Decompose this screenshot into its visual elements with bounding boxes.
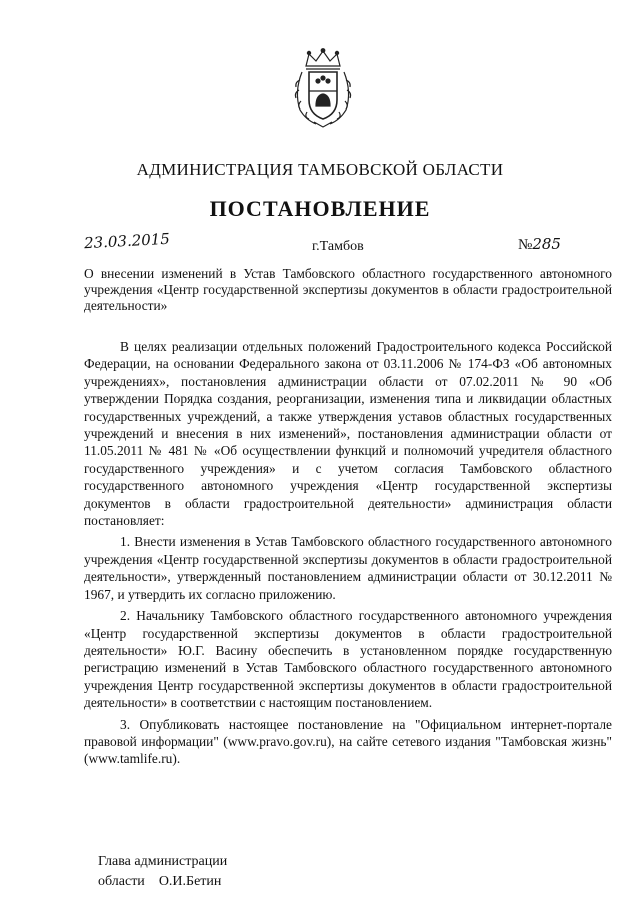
document-number-prefix: №: [518, 237, 533, 253]
item-3-paragraph: 3. Опубликовать настоящее постановление на "Официальном интернет-портале правовой информации" (www.pravo.gov.ru), на сайте сетевого издания "Тамбовская жизнь" (www.tamlife.ru).: [84, 716, 612, 767]
tambov-coat-of-arms-icon: [292, 48, 354, 128]
signature-block: [98, 852, 227, 892]
signature-position: Глава администрации: [98, 854, 228, 869]
document-date: 23.03.2015: [83, 229, 171, 253]
signature-line-2: [98, 872, 227, 892]
document-type-title: ПОСТАНОВЛЕНИЕ: [209, 196, 431, 221]
organization-title: АДМИНИСТРАЦИЯ ТАМБОВСКОЙ ОБЛАСТИ: [136, 160, 504, 179]
document-body: [84, 338, 612, 768]
document-city: г.Тамбов: [312, 239, 364, 254]
signature-position-region: области: [98, 874, 145, 889]
preamble-paragraph: В целях реализации отдельных положений Градостроительного кодекса Российской Федерации, на основании Федерального закона от 03.11.2006 № 174-ФЗ «Об автономных учреждениях», постановления администрации области от 07.02.2011 № 90 «Об утверждении Порядка создания, реорганизации, изменения типа и ликвидации областных государственных учреждений, а также утверждения уставов областных государственных учреждений и внесения в них изменений», постановления администрации области от 11.05.2011 № 481 № «Об осуществлении функций и полномочий учредителя областного государственного учреждения» и с учетом согласия Тамбовского областного государственного автономного учреждения «Центр государственной экспертизы документов в области градостроительной деятельности» администрация области постановляет:: [84, 339, 612, 529]
document-number-value: 285: [532, 235, 561, 253]
signatory-name: О.И.Бетин: [158, 874, 222, 889]
item-1-paragraph: 1. Внести изменения в Устав Тамбовского областного государственного автономного учреждения «Центр государственной экспертизы документов в области градостроительной деятельности», утвержденный постановлением администрации области от 30.12.2011 № 1967, и утвердить их согласно приложению.: [84, 534, 612, 602]
item-2-paragraph: 2. Начальнику Тамбовского областного государственного автономного учреждения «Центр государственной экспертизы документов в области градостроительной деятельности» Ю.Г. Васину обеспечить в установленном порядке государственную регистрацию изменений в Устав Тамбовского областного государственного автономного учреждения Центр государственной экспертизы документов в области градостроительной деятельности» в соответствии с настоящим постановлением.: [84, 608, 612, 711]
document-number: [518, 235, 561, 254]
document-subject: О внесении изменений в Устав Тамбовского областного государственного автономного учреждения «Центр государственной экспертизы документов в области градостроительной деятельности»: [84, 266, 612, 313]
